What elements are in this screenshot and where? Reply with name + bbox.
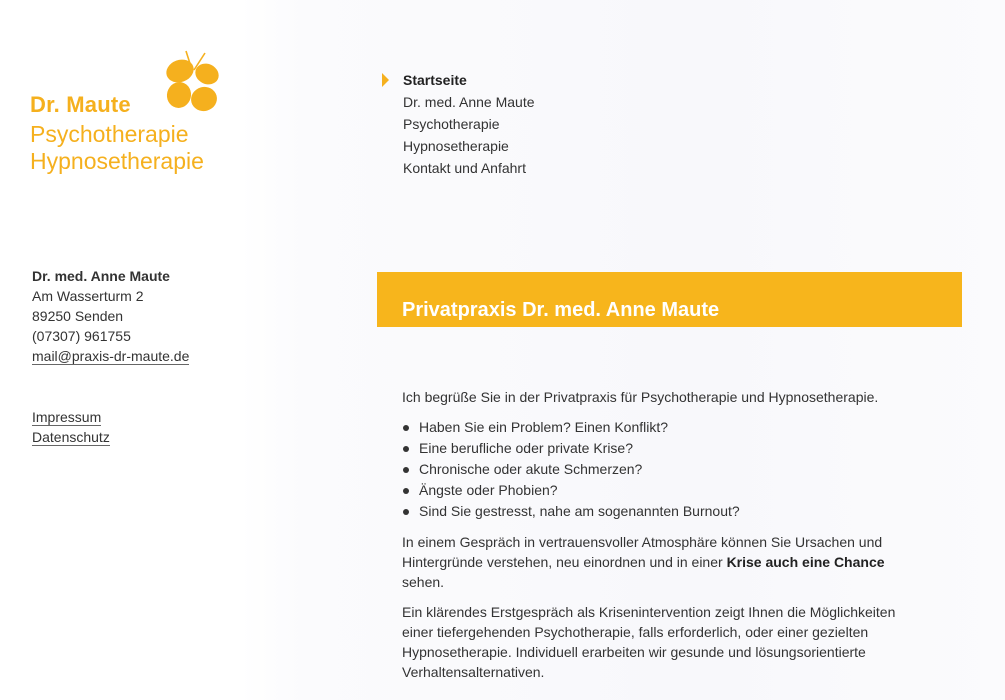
contact-name: Dr. med. Anne Maute — [32, 268, 170, 284]
contact-street: Am Wasserturm 2 — [32, 288, 144, 304]
list-item: Haben Sie ein Problem? Einen Konflikt? — [402, 417, 902, 438]
logo[interactable] — [30, 48, 230, 183]
contact-city: 89250 Senden — [32, 308, 124, 324]
page-title: Privatpraxis Dr. med. Anne Maute — [402, 299, 720, 321]
paragraph-first-consultation: Ein klärendes Erstgespräch als Krisenintervention zeigt Ihnen die Möglichkeiten einer tiefergehenden Psychotherapie, falls erforderlich, oder einer gezielten Hypnosetherapie. Individuell erarbeiten wir gesunde und lösungsorientierte Verhaltensalternativen. — [402, 604, 896, 680]
logo-subtitle-hypnosetherapie: Hypnosetherapie — [30, 148, 204, 174]
legal-links — [32, 407, 110, 447]
list-item: Chronische oder akute Schmerzen? — [402, 459, 902, 480]
impressum-link[interactable]: Impressum — [32, 409, 102, 425]
datenschutz-link[interactable]: Datenschutz — [32, 429, 110, 445]
nav-item-kontakt-und-anfahrt[interactable]: Kontakt und Anfahrt — [403, 160, 526, 176]
page-banner — [377, 272, 962, 327]
main-navigation — [380, 69, 535, 179]
crisis-chance-emphasis: Krise auch eine Chance — [726, 554, 885, 570]
contact-email-link[interactable]: mail@praxis-dr-maute.de — [32, 348, 190, 364]
logo-title: Dr. Maute — [30, 92, 131, 117]
nav-item-dr-med-anne-maute[interactable]: Dr. med. Anne Maute — [403, 94, 535, 110]
nav-item-startseite[interactable]: Startseite — [380, 69, 535, 91]
nav-item-hypnosetherapie[interactable]: Hypnosetherapie — [403, 138, 509, 154]
question-list — [402, 417, 902, 522]
list-item: Ängste oder Phobien? — [402, 480, 902, 501]
list-item: Eine berufliche oder private Krise? — [402, 438, 902, 459]
contact-info — [32, 266, 189, 366]
list-item: Sind Sie gestresst, nahe am sogenannten Burnout? — [402, 501, 902, 522]
nav-item-psychotherapie[interactable]: Psychotherapie — [403, 116, 500, 132]
intro-paragraph: Ich begrüße Sie in der Privatpraxis für Psychotherapie und Hypnosetherapie. — [402, 389, 879, 405]
butterfly-icon — [160, 48, 222, 114]
main-content — [402, 387, 902, 692]
paragraph-crisis: In einem Gespräch in vertrauensvoller Atmosphäre können Sie Ursachen und Hintergründe verstehen, neu einordnen und in einer Krise auch eine Chance sehen. — [402, 534, 885, 590]
active-arrow-icon — [382, 73, 389, 87]
logo-subtitle-psychotherapie: Psychotherapie — [30, 121, 189, 147]
contact-phone: (07307) 961755 — [32, 328, 131, 344]
